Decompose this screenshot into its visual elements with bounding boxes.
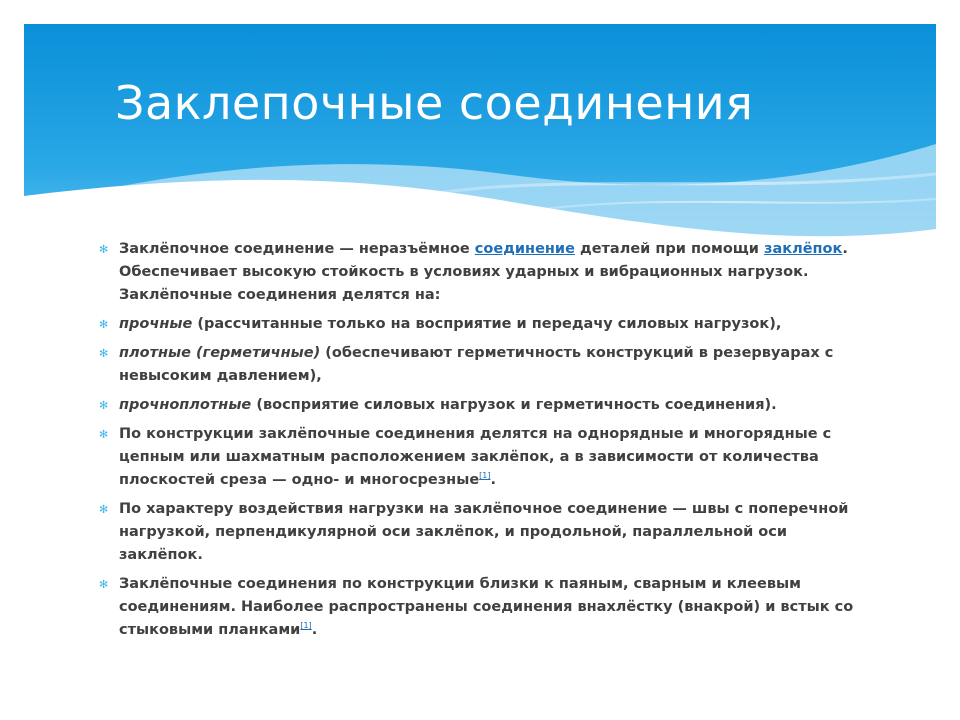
bullet-marker-icon: ✻: [99, 399, 109, 412]
bullet-term: прочные: [119, 316, 193, 332]
bullet-text: (восприятие силовых нагрузок и герметичность соединения).: [251, 397, 777, 413]
bullet-item-construction: [97, 423, 857, 492]
bullet-text: деталей при помощи: [574, 241, 765, 257]
footnote-ref-link[interactable]: [1]: [300, 621, 312, 631]
bullet-marker-icon: ✻: [99, 347, 109, 360]
bullet-term: плотные (герметичные): [119, 345, 321, 361]
bullet-text: Заклёпочные соединения по конструкции близки к паяным, сварным и клеевым соединениям. Наиболее распространены соединения внахлёстку (внакрой) и встык со стыковыми планками: [119, 576, 854, 638]
bullet-marker-icon: ✻: [99, 428, 109, 441]
header-wave-background: [24, 24, 936, 264]
bullet-item-plotnye: [97, 342, 857, 388]
bullet-text: (обеспечивают герметичность конструкций в резервуарах с невысоким давлением),: [119, 345, 834, 384]
bullet-item-definition: [97, 238, 857, 307]
slide-title: Заклепочные соединения: [115, 76, 754, 130]
link-zaklepok[interactable]: заклёпок: [764, 241, 843, 257]
bullet-marker-icon: ✻: [99, 503, 109, 516]
bullet-text: По характеру воздействия нагрузки на заклёпочное соединение — швы с поперечной нагрузкой, перпендикулярной оси заклёпок, и продольной, параллельной оси заклёпок.: [119, 501, 849, 563]
footnote-ref-link[interactable]: [1]: [479, 471, 491, 481]
bullet-marker-icon: ✻: [99, 318, 109, 331]
bullet-item-prochnoplotnye: [97, 394, 857, 417]
bullet-item-similarity: [97, 573, 857, 642]
bullet-text-end: .: [490, 472, 497, 488]
bullet-list: [97, 238, 857, 648]
bullet-item-load: [97, 498, 857, 567]
bullet-term: прочноплотные: [119, 397, 252, 413]
bullet-text: . Обеспечивает высокую стойкость в условиях ударных и вибрационных нагрузок. Заклёпочные соединения делятся на:: [119, 241, 848, 303]
bullet-text: Заклёпочное соединение — неразъёмное: [119, 241, 475, 257]
bullet-text-end: .: [311, 622, 318, 638]
bullet-item-prochnye: [97, 313, 857, 336]
link-soedinenie[interactable]: соединение: [474, 241, 575, 257]
bullet-text: (рассчитанные только на восприятие и передачу силовых нагрузок),: [192, 316, 782, 332]
bullet-marker-icon: ✻: [99, 578, 109, 591]
bullet-marker-icon: ✻: [99, 243, 109, 256]
bullet-text: По конструкции заклёпочные соединения делятся на однорядные и многорядные с цепным или шахматным расположением заклёпок, а в зависимости от количества плоскостей среза — одно- и многосрезные: [119, 426, 832, 488]
